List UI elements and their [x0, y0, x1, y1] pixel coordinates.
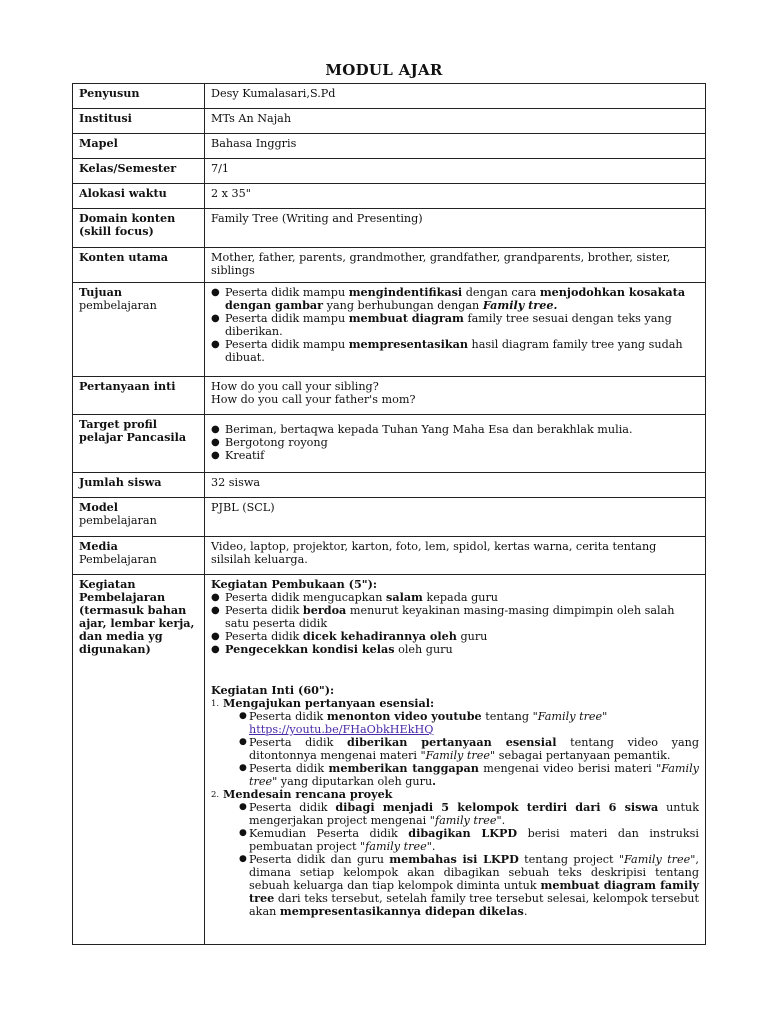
- list-item: ● Peserta didik mampu mengindentifikasi dengan cara menjodohkan kosakata dengan gambar yang berhubungan dengan Family tree.: [211, 286, 699, 312]
- row-label: Penyusun: [73, 84, 205, 109]
- table-row: [73, 575, 706, 945]
- row-value: Mother, father, parents, grandmother, grandfather, grandparents, brother, sister, siblings: [205, 248, 706, 283]
- row-value: Family Tree (Writing and Presenting): [205, 209, 706, 248]
- list-item: ● Peserta didik berdoa menurut keyakinan masing-masing dimpimpin oleh salah satu peserta didik: [211, 604, 699, 630]
- youtube-link[interactable]: https://youtu.be/FHaObkHEkHQ: [249, 723, 434, 736]
- label-line: Tujuan: [79, 285, 122, 299]
- row-label: [73, 498, 205, 537]
- row-value: Video, laptop, projektor, karton, foto, lem, spidol, kertas warna, cerita tentang silsilah keluarga.: [205, 537, 706, 575]
- section-title: Kegiatan Inti (60"):: [211, 683, 335, 697]
- table-row: [73, 209, 706, 248]
- activities-cell: [205, 575, 706, 945]
- list-item: ● Bergotong royong: [211, 436, 699, 449]
- table-row: [73, 159, 706, 184]
- module-table: [72, 83, 706, 945]
- row-label: Target profil pelajar Pancasila: [73, 415, 205, 473]
- row-value: [205, 377, 706, 415]
- table-row: [73, 473, 706, 498]
- row-label: Alokasi waktu: [73, 184, 205, 209]
- table-row: [73, 109, 706, 134]
- question-line: How do you call your father's mom?: [211, 393, 416, 406]
- list-item: ● Peserta didik dicek kehadirannya oleh guru: [211, 630, 699, 643]
- table-row: [73, 134, 706, 159]
- core-list: [211, 697, 699, 918]
- row-value: Bahasa Inggris: [205, 134, 706, 159]
- row-value: 32 siswa: [205, 473, 706, 498]
- list-item: ● Pengecekkan kondisi kelas oleh guru: [211, 643, 699, 656]
- label-line: pembelajaran: [79, 299, 157, 312]
- list-item: ● Peserta didik mampu mempresentasikan hasil diagram family tree yang sudah dibuat.: [211, 338, 699, 364]
- objectives-list: [211, 286, 699, 364]
- row-value: 7/1: [205, 159, 706, 184]
- label-line: Media: [79, 539, 118, 553]
- table-row: [73, 248, 706, 283]
- list-item: ● Peserta didik dan guru membahas isi LKPD tentang project "Family tree", dimana setiap kelompok akan dibagikan sebuah teks deskripisi tentang sebuah keluarga dan tiap kelompok diminta untuk membuat diagram family tree dari teks tersebut, setelah family tree tersebut selesai, kelompok tersebut akan mempresentasikannya didepan dikelas.: [239, 853, 699, 918]
- row-label: Konten utama: [73, 248, 205, 283]
- table-row: [73, 184, 706, 209]
- row-label: Jumlah siswa: [73, 473, 205, 498]
- list-item: ● Peserta didik mampu membuat diagram family tree sesuai dengan teks yang diberikan.: [211, 312, 699, 338]
- list-item: ● Peserta didik diberikan pertanyaan esensial tentang video yang ditontonnya mengenai materi "Family tree" sebagai pertanyaan pemantik.: [239, 736, 699, 762]
- list-item: 1. Mengajukan pertanyaan esensial: ● Peserta didik menonton video youtube tentang "Family tree" https://youtu.be/FHaObkHEkHQ ● Peserta didik diberikan pertanyaan esensial tentang video yang ditontonnya mengenai materi "Family tree" sebagai pertanyaan pemantik. ● Peserta didik memberikan tanggapan mengenai video berisi materi "Family tree" yang diputarkan oleh guru.: [211, 697, 699, 788]
- opening-list: [211, 591, 699, 656]
- page-title: MODUL AJAR: [325, 61, 443, 79]
- row-value: MTs An Najah: [205, 109, 706, 134]
- row-label: [73, 283, 205, 377]
- row-label: Kelas/Semester: [73, 159, 205, 184]
- table-row: [73, 415, 706, 473]
- row-value: [205, 283, 706, 377]
- row-value: PJBL (SCL): [205, 498, 706, 537]
- list-item: ● Kreatif: [211, 449, 699, 462]
- label-line: Model: [79, 500, 119, 514]
- table-row: [73, 84, 706, 109]
- row-value: [205, 415, 706, 473]
- table-row: [73, 377, 706, 415]
- table-row: [73, 498, 706, 537]
- row-label: Pertanyaan inti: [73, 377, 205, 415]
- list-item: ● Kemudian Peserta didik dibagikan LKPD berisi materi dan instruksi pembuatan project "family tree".: [239, 827, 699, 853]
- row-label: Mapel: [73, 134, 205, 159]
- row-label: Domain konten (skill focus): [73, 209, 205, 248]
- list-item: ● Peserta didik menonton video youtube tentang "Family tree" https://youtu.be/FHaObkHEkHQ: [239, 710, 699, 736]
- row-label: [73, 537, 205, 575]
- label-line: pembelajaran: [79, 514, 157, 527]
- row-value: Desy Kumalasari,S.Pd: [205, 84, 706, 109]
- question-line: How do you call your sibling?: [211, 380, 379, 393]
- list-item: ● Peserta didik memberikan tanggapan mengenai video berisi materi "Family tree" yang diputarkan oleh guru.: [239, 762, 699, 788]
- label-line: Pembelajaran: [79, 553, 157, 566]
- row-label: Institusi: [73, 109, 205, 134]
- section-title: Kegiatan Pembukaan (5"):: [211, 577, 377, 591]
- row-value: 2 x 35": [205, 184, 706, 209]
- profile-list: [211, 423, 699, 462]
- row-label: Kegiatan Pembelajaran (termasuk bahan ajar, lembar kerja, dan media yg digunakan): [73, 575, 205, 945]
- list-item: ● Peserta didik mengucapkan salam kepada guru: [211, 591, 699, 604]
- list-item: ● Peserta didik dibagi menjadi 5 kelompok terdiri dari 6 siswa untuk mengerjakan project mengenai "family tree".: [239, 801, 699, 827]
- table-row: [73, 283, 706, 377]
- list-item: ● Beriman, bertaqwa kepada Tuhan Yang Maha Esa dan berakhlak mulia.: [211, 423, 699, 436]
- table-row: [73, 537, 706, 575]
- list-item: 2. Mendesain rencana proyek ● Peserta didik dibagi menjadi 5 kelompok terdiri dari 6 siswa untuk mengerjakan project mengenai "family tree". ● Kemudian Peserta didik dibagikan LKPD berisi materi dan instruksi pembuatan project "family tree". ● Peserta didik dan guru membahas isi LKPD tentang project "Family tree", dimana setiap kelompok akan dibagikan sebuah teks deskripisi tentang sebuah keluarga dan tiap kelompok diminta untuk membuat diagram family tree dari teks tersebut, setelah family tree tersebut selesai, kelompok tersebut akan mempresentasikannya didepan dikelas.: [211, 788, 699, 918]
